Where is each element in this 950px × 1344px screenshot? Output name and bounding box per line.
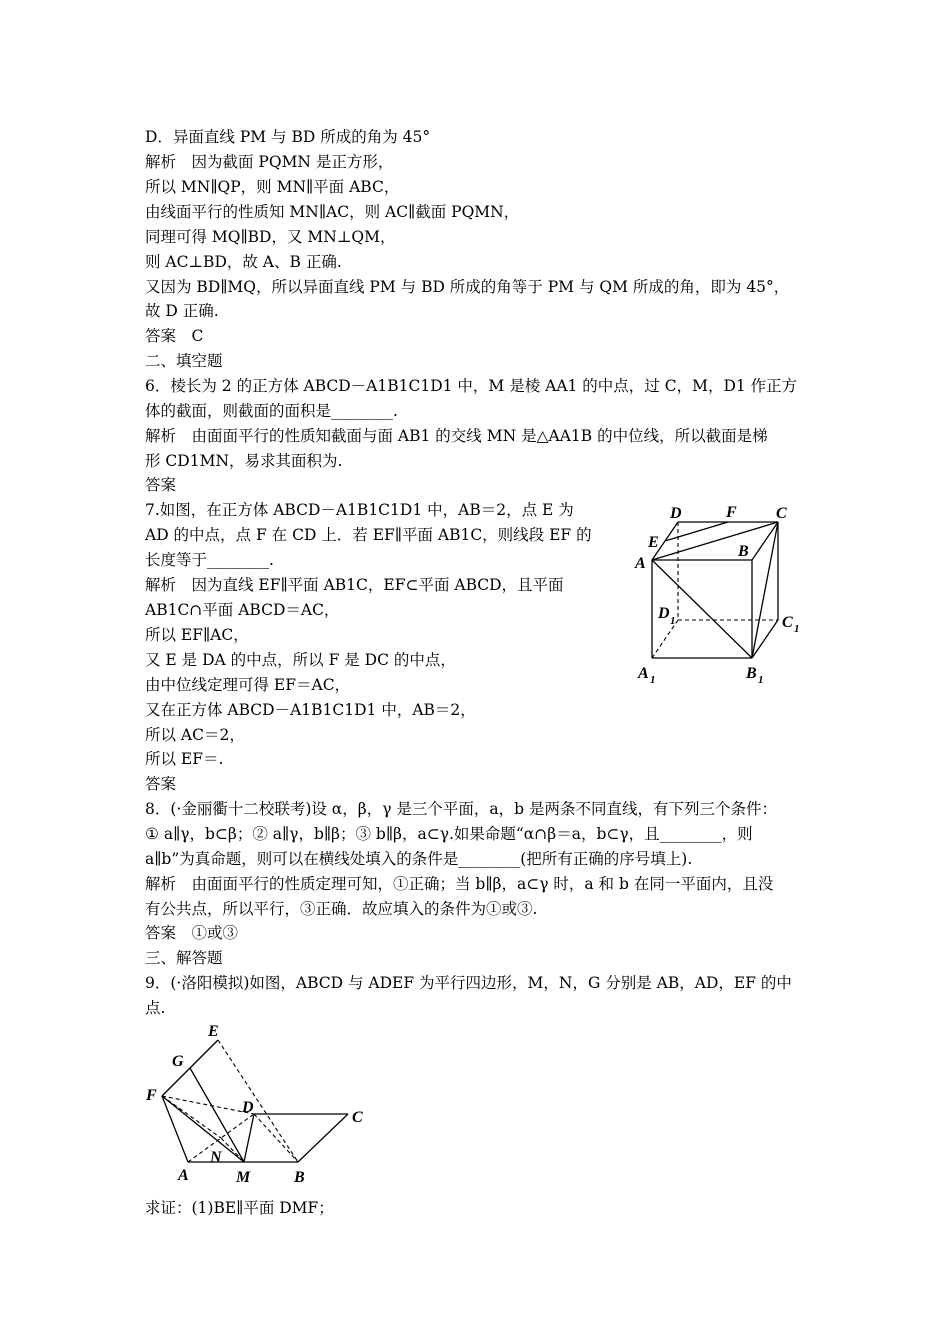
text-line: 解析 因为截面 PQMN 是正方形， — [145, 153, 394, 171]
text-line: 所以 AC＝2， — [145, 726, 245, 744]
text-line: 6．棱长为 2 的正方体 ABCD－A1B1C1D1 中，M 是棱 AA1 的中点，过 C，M，D1 作正方 — [145, 377, 798, 395]
text-line: 形 CD1MN，易求其面积为. — [145, 452, 343, 470]
text-line: 同理可得 MQ∥BD，又 MN⊥QM， — [145, 228, 396, 246]
para-label-C: C — [352, 1109, 363, 1126]
para-label-D: D — [242, 1099, 254, 1116]
text-line: 则 AC⊥BD，故 A、B 正确. — [145, 253, 342, 271]
cube-label-B1-sub: 1 — [758, 674, 764, 686]
text-line: 二、填空题 — [145, 352, 223, 370]
para-label-F: F — [146, 1087, 157, 1104]
text-line: 故 D 正确. — [145, 302, 219, 320]
cube-label-A: A — [635, 555, 646, 572]
cube-label-B1: B — [746, 665, 757, 682]
cube-label-A1: A — [638, 665, 649, 682]
text-line: 由中位线定理可得 EF＝AC， — [145, 676, 351, 694]
cube-label-F: F — [726, 504, 737, 521]
text-line: 答案 — [145, 476, 177, 494]
text-line: 9．(·洛阳模拟)如图，ABCD 与 ADEF 为平行四边形，M，N，G 分别是 AB，AD，EF 的中 — [145, 974, 792, 992]
text-line: 所以 MN∥QP，则 MN∥平面 ABC， — [145, 178, 400, 196]
para-label-B: B — [294, 1169, 305, 1186]
text-line: 有公共点，所以平行，③正确．故应填入的条件为①或③. — [145, 900, 538, 918]
text-line: 所以 EF＝. — [145, 750, 224, 768]
text-line: 所以 EF∥AC， — [145, 626, 249, 644]
para-label-N: N — [210, 1149, 222, 1166]
cube-label-D1: D — [658, 605, 670, 622]
cube-label-C: C — [776, 505, 787, 522]
text-line: 又在正方体 ABCD－A1B1C1D1 中，AB＝2， — [145, 701, 476, 719]
para-label-G: G — [172, 1053, 184, 1070]
cube-label-C1-sub: 1 — [794, 623, 800, 635]
cube-figure — [630, 500, 810, 690]
text-line: 点. — [145, 999, 166, 1017]
para-label-M: M — [236, 1169, 251, 1186]
text-line: 7.如图，在正方体 ABCD－A1B1C1D1 中，AB＝2，点 E 为 — [145, 501, 574, 519]
text-line: 答案 ①或③ — [145, 924, 239, 942]
text-line: 求证：(1)BE∥平面 DMF； — [145, 1199, 334, 1217]
text-line: D．异面直线 PM 与 BD 所成的角为 45° — [145, 128, 431, 146]
text-line: ① a∥γ，b⊂β；② a∥γ，b∥β；③ b∥β，a⊂γ.如果命题“α∩β＝a，b⊂γ，且________，则 — [145, 825, 753, 843]
text-line: 长度等于________. — [145, 551, 274, 569]
text-line: a∥b”为真命题，则可以在横线处填入的条件是________(把所有正确的序号填上). — [145, 850, 693, 868]
text-line: 解析 由面面平行的性质定理可知，①正确；当 b∥β，a⊂γ 时，a 和 b 在同一平面内，且没 — [145, 875, 774, 893]
text-line: 8．(·金丽衢十二校联考)设 α，β，γ 是三个平面，a，b 是两条不同直线，有下列三个条件： — [145, 800, 778, 818]
text-line: 解析 因为直线 EF∥平面 AB1C，EF⊂平面 ABCD，且平面 — [145, 576, 564, 594]
parallelogram-figure — [140, 1018, 380, 1190]
text-line: 答案 C — [145, 327, 204, 345]
para-label-E: E — [208, 1023, 219, 1040]
cube-label-D1-sub: 1 — [670, 615, 676, 627]
text-line: 解析 由面面平行的性质知截面与面 AB1 的交线 MN 是△AA1B 的中位线，所以截面是梯 — [145, 427, 768, 445]
text-line: 由线面平行的性质知 MN∥AC，则 AC∥截面 PQMN， — [145, 203, 520, 221]
cube-label-D: D — [670, 505, 682, 522]
para-label-A: A — [178, 1167, 189, 1184]
text-line: 三、解答题 — [145, 949, 223, 967]
cube-label-A1-sub: 1 — [650, 674, 656, 686]
text-line: 又 E 是 DA 的中点，所以 F 是 DC 的中点， — [145, 651, 456, 669]
text-line: 答案 — [145, 775, 177, 793]
cube-label-C1: C — [782, 614, 793, 631]
text-line: AD 的中点，点 F 在 CD 上．若 EF∥平面 AB1C，则线段 EF 的 — [145, 526, 592, 544]
cube-label-E: E — [648, 534, 659, 551]
text-line: 体的截面，则截面的面积是________. — [145, 402, 398, 420]
text-line: AB1C∩平面 ABCD＝AC， — [145, 601, 340, 619]
cube-label-B: B — [738, 543, 749, 560]
text-line: 又因为 BD∥MQ，所以异面直线 PM 与 BD 所成的角等于 PM 与 QM 所成的角，即为 45°， — [145, 278, 790, 296]
